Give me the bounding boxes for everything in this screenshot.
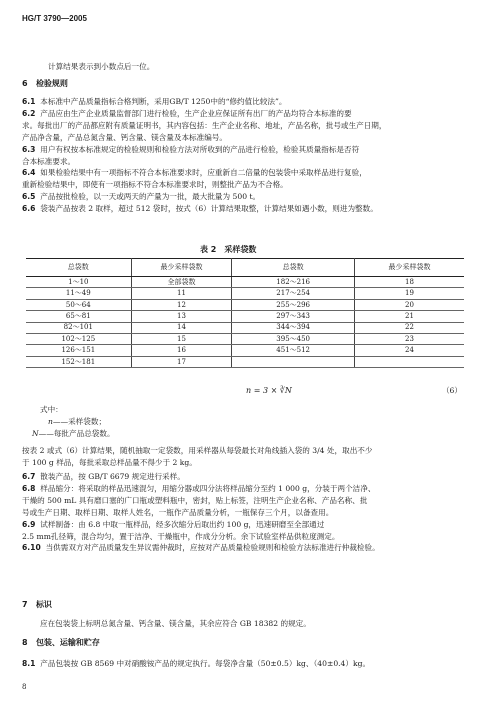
clause-line: 如果检验结果中有一项指标不符合本标准要求时，应重新自二倍量的包装袋中采取样品进行复验，: [40, 168, 367, 178]
table-row: [26, 277, 464, 288]
clause-6-9: [22, 519, 380, 543]
clause-number: 6.9: [22, 519, 36, 529]
clause-line: 号或生产日期、取样日期、取样人姓名，一瓶作产品质量分析，一瓶保存三个月，以备查用。: [22, 507, 334, 517]
table-row: [26, 299, 464, 310]
section-7-text: 应在包装袋上标明总氮含量、钙含量、镁含量，其余应符合 GB 18382 的规定。: [40, 619, 311, 628]
table-cell: 126～151: [26, 345, 131, 356]
where-intro: 式中：: [40, 405, 63, 414]
clause-line: 求。每批出厂的产品都应附有质量证明书，其内容包括：生产企业名称、地址，产品名称，批号或生产日期，: [22, 120, 387, 130]
table-cell: 344～394: [232, 322, 355, 333]
clause-6-3: [22, 144, 387, 168]
section-6-heading: [22, 79, 68, 89]
where-item-n: [40, 416, 115, 428]
where-symbol: n: [48, 416, 53, 426]
table-cell: 18: [354, 277, 464, 288]
section-title: 包装、运输和贮存: [35, 638, 100, 647]
clause-line: 产品按批检验，以一天或两天的产量为一批，最大批量为 500 t。: [40, 192, 261, 202]
section-number: 8: [22, 638, 28, 647]
table-cell: 82～101: [26, 322, 131, 333]
section-7-heading: [22, 600, 52, 610]
clause-line: 产品净含量，产品总氮含量、钙含量、镁含量及本标准编号。: [22, 132, 228, 142]
table-row: [26, 288, 464, 299]
table-2-title: 表 2 采样袋数: [200, 245, 257, 254]
clause-6-4: [22, 167, 387, 191]
clause-line: 袋装产品按表 2 取样，超过 512 袋时，按式（6）计算结果取整，计算结果如遇小数，则进为整数。: [40, 204, 378, 214]
table-cell: 451～512: [232, 345, 355, 356]
section-8-heading: [22, 638, 100, 648]
section-6-items: [22, 96, 387, 215]
table-cell: 15: [131, 333, 232, 344]
clause-number: 6.1: [22, 97, 36, 106]
table-row: [26, 356, 464, 367]
clause-line: 合本标准要求。: [22, 156, 76, 166]
table-cell: 297～343: [232, 311, 355, 322]
table-row: [26, 333, 464, 344]
table-cell: 50～64: [26, 299, 131, 310]
sampling-table: [26, 258, 464, 368]
clause-line: 产品包装按 GB 8569 中对硝酸铵产品的规定执行。每袋净含量（50±0.5）kg、（40±0.4）kg。: [40, 659, 371, 668]
table-cell: [354, 356, 464, 367]
table-row: [26, 345, 464, 356]
clauses-6-7-to-6-10: [22, 471, 380, 554]
clause-number: 8.1: [22, 659, 36, 668]
clause-line: 用户有权按本标准规定的检验规则和检验方法对所收到的产品进行检验，检验其质量指标是否符: [40, 144, 360, 154]
clause-line: 试样制备：由 6.8 中取一瓶样品，经多次缩分后取出约 100 g，迅速研磨至全部通过: [40, 519, 325, 529]
paragraph-line: 按表 2 或式（6）计算结果，随机抽取一定袋数，用采样器从每袋最长对角线插入袋的 3/4 处，取出不少: [22, 446, 373, 455]
clause-line: 产品应由生产企业质量监督部门进行检验，生产企业应保证所有出厂的产品均符合本标准的要: [40, 108, 352, 118]
clause-6-5: [22, 191, 387, 203]
clause-number: 6.8: [22, 483, 36, 493]
where-description: ——每批产品总袋数。: [38, 428, 115, 438]
page-number: 8: [22, 683, 27, 691]
section-title: 检验规则: [35, 79, 68, 88]
clause-line: 样品缩分：将采取的样品迅速混匀，用缩分器或四分法将样品缩分至约 1 000 g，分装于两个洁净、: [40, 483, 376, 493]
table-cell: 14: [131, 322, 232, 333]
table-cell: 255～296: [232, 299, 355, 310]
clause-number: 6.10: [22, 543, 41, 553]
table-cell: 21: [354, 311, 464, 322]
table-cell: 13: [131, 311, 232, 322]
table-cell: 23: [354, 333, 464, 344]
clause-line: 2.5 mm孔径筛，混合均匀，置于洁净、干燥瓶中，作成分分析。余下试验室样品供粒度测定。: [22, 531, 340, 541]
where-item-N: [32, 428, 115, 440]
table-cell: 65～81: [26, 311, 131, 322]
section-number: 6: [22, 79, 28, 88]
table-cell: 12: [131, 299, 232, 310]
section-number: 7: [22, 600, 28, 609]
clause-line: 干燥的 500 mL 具有磨口塞的广口瓶或塑料瓶中，密封，贴上标签，注明生产企业名称、产品名称、批: [22, 495, 368, 505]
table-header-cell: 最少采样袋数: [354, 259, 464, 277]
table-header-cell: 总袋数: [26, 259, 131, 277]
clause-number: 6.3: [22, 144, 36, 154]
clause-6-10: [22, 542, 380, 554]
table-cell: 11～49: [26, 288, 131, 299]
table-cell: 217～254: [232, 288, 355, 299]
clause-6-2: [22, 108, 387, 144]
intro-line: 计算结果表示到小数点后一位。: [48, 62, 155, 71]
clause-line: 当供需双方对产品质量发生异议需仲裁时，应按对产品质量检验规则和检验方法标准进行仲裁检验。: [45, 543, 380, 553]
sampling-procedure-text: [22, 445, 372, 469]
clause-line: 本标准中产品质量指标合格判断，采用GB/T 1250中的“修约值比较法”。: [40, 97, 287, 106]
table-cell: 1～10: [26, 277, 131, 288]
clause-number: 6.7: [22, 472, 36, 481]
table-cell: 20: [354, 299, 464, 310]
where-symbol: N: [32, 428, 39, 438]
clause-6-7: [22, 471, 380, 483]
table-cell: 24: [354, 345, 464, 356]
table-cell: 11: [131, 288, 232, 299]
clause-line: 散装产品，按 GB/T 6679 规定进行采样。: [40, 472, 185, 481]
clause-number: 6.5: [22, 192, 36, 202]
where-description: ——采样袋数；: [52, 416, 107, 426]
paragraph-line: 于 100 g 样品，每批采取总样品量不得少于 2 kg。: [22, 457, 197, 467]
clause-6-1: [22, 96, 387, 108]
clause-line: 重新检验结果中，即使有一项指标不符合本标准要求时，则整批产品为不合格。: [22, 180, 288, 190]
table-cell: [232, 356, 355, 367]
table-cell: 17: [131, 356, 232, 367]
standard-code-header: HG/T 3790—2005: [22, 14, 87, 23]
clause-6-6: [22, 203, 387, 215]
formula-where: [32, 404, 115, 440]
table-header-cell: 总袋数: [232, 259, 355, 277]
formula-6: n = 3 × ∛N: [246, 386, 292, 395]
table-row: [26, 311, 464, 322]
table-cell: 182～216: [232, 277, 355, 288]
table-cell: 152～181: [26, 356, 131, 367]
table-cell: 16: [131, 345, 232, 356]
clause-6-8: [22, 483, 380, 519]
table-cell: 22: [354, 322, 464, 333]
clause-number: 6.4: [22, 168, 36, 178]
table-cell: 19: [354, 288, 464, 299]
table-cell: 全部袋数: [131, 277, 232, 288]
table-header-row: [26, 259, 464, 277]
table-row: [26, 322, 464, 333]
table-header-cell: 最少采样袋数: [131, 259, 232, 277]
formula-number: （6）: [441, 386, 462, 395]
section-title: 标识: [35, 600, 52, 609]
table-cell: 102～125: [26, 333, 131, 344]
clause-number: 6.2: [22, 108, 36, 118]
clause-8-1: [22, 659, 370, 668]
clause-number: 6.6: [22, 204, 36, 214]
table-cell: 395～450: [232, 333, 355, 344]
